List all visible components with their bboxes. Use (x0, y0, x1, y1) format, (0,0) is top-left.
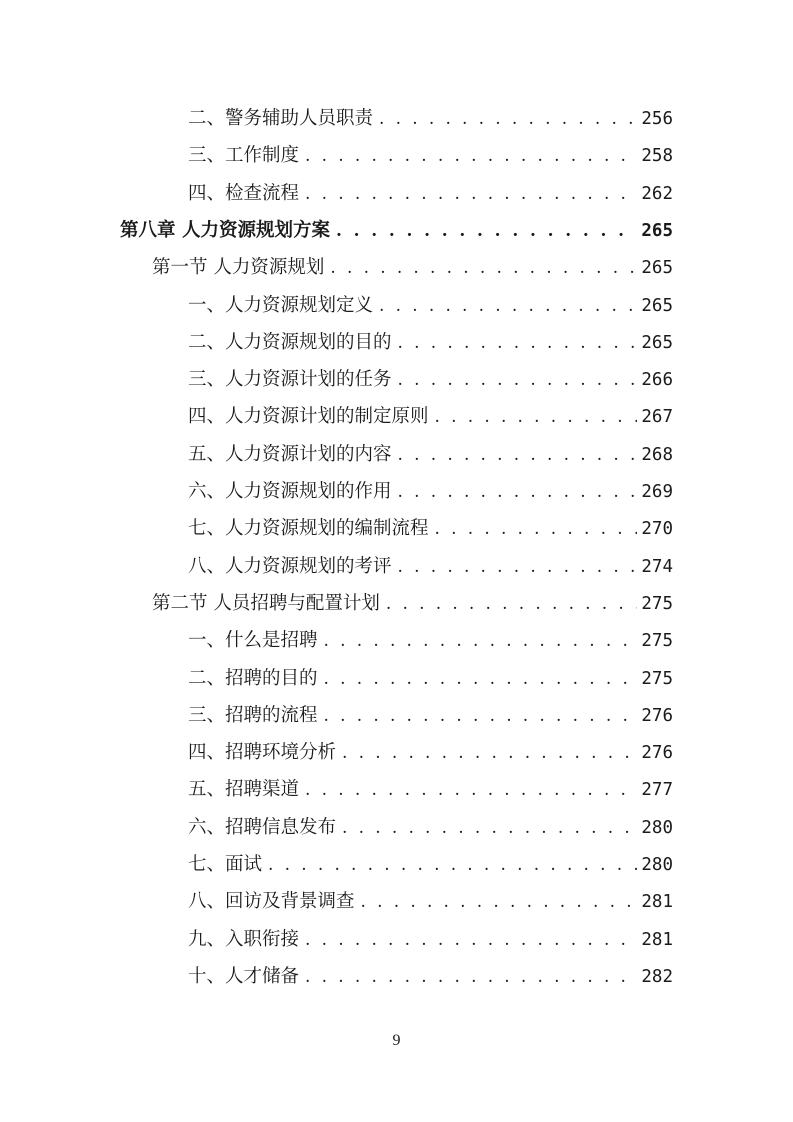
toc-page-number: 265 (641, 220, 673, 241)
toc-section[interactable] (152, 585, 673, 622)
dot-leader (324, 698, 638, 735)
toc-entry-label: 九、入职衔接 (188, 928, 300, 950)
toc-page-number: 281 (641, 929, 673, 950)
toc-item[interactable] (188, 287, 673, 324)
toc-entry-label: 七、面试 (188, 854, 263, 875)
dot-leader (435, 399, 638, 436)
toc-page-number: 262 (641, 183, 673, 204)
toc-page-number: 280 (641, 817, 673, 838)
toc-item[interactable] (188, 361, 673, 398)
toc-entry-label: 二、警务辅助人员职责 (188, 108, 374, 129)
toc-page-number: 282 (641, 966, 673, 987)
toc-page-number: 266 (641, 370, 673, 391)
toc-entry-label: 八、回访及背景调查 (188, 891, 355, 913)
toc-page-number: 275 (641, 631, 673, 652)
dot-leader (305, 176, 637, 213)
toc-item[interactable] (188, 697, 673, 734)
toc-entry-label: 一、人力资源规划定义 (188, 294, 374, 316)
dot-leader (324, 661, 638, 698)
toc-item[interactable] (188, 510, 673, 547)
toc-item[interactable] (188, 622, 673, 659)
dot-leader (379, 101, 637, 138)
toc-entry-label: 四、人力资源计划的制定原则 (188, 406, 429, 428)
toc-entry-label: 六、人力资源规划的作用 (188, 481, 392, 502)
toc-item[interactable] (188, 921, 673, 958)
toc-item[interactable] (188, 809, 673, 846)
toc-page-number: 275 (641, 668, 673, 689)
dot-leader (305, 922, 637, 959)
toc-page-number: 275 (641, 593, 673, 614)
toc-item[interactable] (188, 137, 673, 174)
toc-item[interactable] (188, 100, 673, 137)
toc-item[interactable] (188, 398, 673, 435)
dot-leader (386, 586, 638, 623)
toc-entry-label: 一、什么是招聘 (188, 630, 318, 652)
toc-entry-label: 三、招聘的流程 (188, 704, 318, 726)
dot-leader (336, 213, 637, 250)
toc-page-number: 276 (641, 705, 673, 726)
toc-page-number: 265 (641, 258, 673, 279)
toc-chapter[interactable] (120, 212, 673, 249)
toc-item[interactable] (188, 846, 673, 883)
dot-leader (398, 325, 638, 362)
dot-leader (361, 884, 638, 921)
toc-page-number: 280 (641, 855, 673, 875)
toc-entry-label: 第一节 人力资源规划 (152, 257, 325, 279)
toc-page-number: 268 (641, 444, 673, 465)
toc-entry-label: 第八章 人力资源规划方案 (120, 219, 330, 241)
dot-leader (330, 250, 637, 287)
toc-page-number: 281 (641, 892, 673, 913)
toc-entry-label: 第二节 人员招聘与配置计划 (152, 592, 380, 614)
dot-leader (435, 511, 638, 548)
toc-page-number: 270 (641, 519, 673, 540)
toc-item[interactable] (188, 771, 673, 808)
toc-page-number: 267 (641, 407, 673, 428)
dot-leader (398, 549, 638, 586)
dot-leader (342, 810, 637, 847)
toc-section[interactable] (152, 249, 673, 286)
dot-leader (342, 735, 637, 772)
dot-leader (324, 623, 638, 660)
dot-leader (305, 138, 637, 175)
toc-page-number: 277 (641, 780, 673, 801)
toc-entry-label: 十、人才储备 (188, 965, 300, 987)
toc-entry-label: 三、工作制度 (188, 145, 300, 167)
dot-leader (305, 959, 637, 996)
toc-item[interactable] (188, 883, 673, 920)
dot-leader (379, 288, 637, 325)
dot-leader (398, 362, 638, 399)
toc-entry-label: 四、招聘环境分析 (188, 742, 337, 764)
toc-entry-label: 五、招聘渠道 (188, 779, 300, 801)
dot-leader (398, 474, 638, 511)
dot-leader (305, 772, 637, 809)
toc-item[interactable] (188, 660, 673, 697)
toc-page-number: 256 (641, 109, 673, 129)
toc-page-number: 265 (641, 295, 673, 316)
toc-entry-label: 五、人力资源计划的内容 (188, 443, 392, 465)
dot-leader (398, 437, 638, 474)
dot-leader (268, 847, 637, 884)
toc-entry-label: 二、人力资源规划的目的 (188, 331, 392, 353)
toc-item[interactable] (188, 324, 673, 361)
toc-page-number: 276 (641, 743, 673, 764)
toc-page-number: 258 (641, 146, 673, 167)
toc-item[interactable] (188, 175, 673, 212)
toc-page-number: 269 (641, 482, 673, 502)
toc-entry-label: 二、招聘的目的 (188, 667, 318, 689)
toc-item[interactable] (188, 734, 673, 771)
toc-entry-label: 六、招聘信息发布 (188, 816, 337, 838)
toc-entry-label: 八、人力资源规划的考评 (188, 555, 392, 577)
toc-entry-label: 三、人力资源计划的任务 (188, 369, 392, 391)
toc-page-number: 265 (641, 332, 673, 353)
toc-item[interactable] (188, 548, 673, 585)
page-number: 9 (392, 1032, 401, 1049)
toc-item[interactable] (188, 436, 673, 473)
toc-entry-label: 七、人力资源规划的编制流程 (188, 518, 429, 540)
toc-entry-label: 四、检查流程 (188, 182, 300, 204)
toc-item[interactable] (188, 958, 673, 995)
toc-item[interactable] (188, 473, 673, 510)
toc-page-number: 274 (641, 556, 673, 577)
